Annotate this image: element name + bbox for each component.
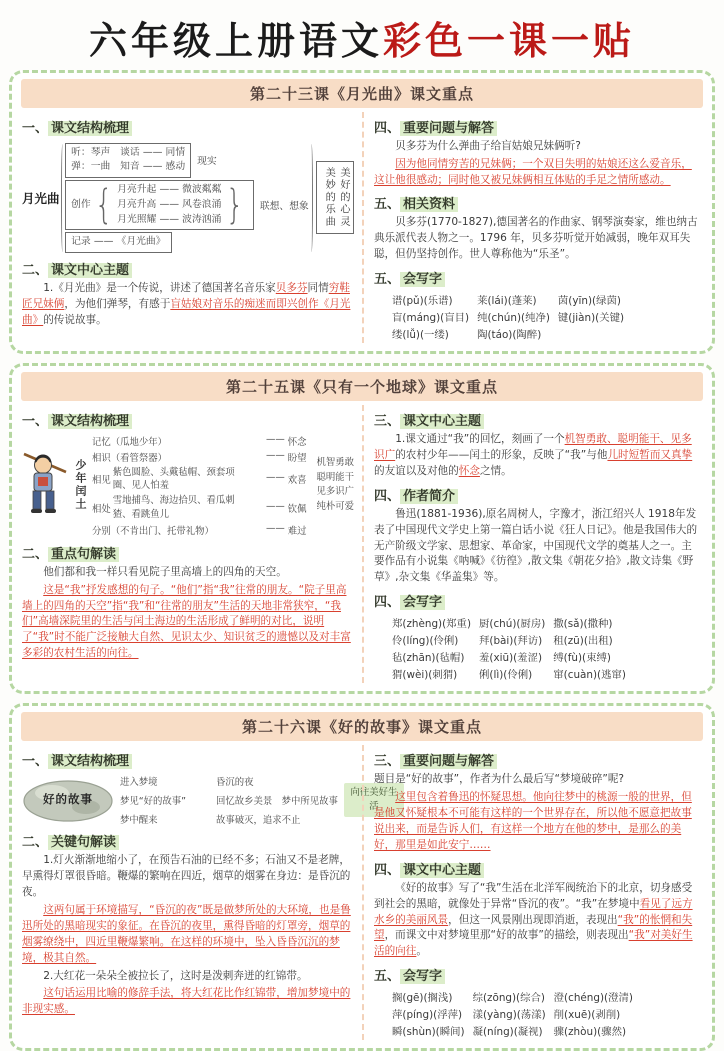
structure-diagram-good-story bbox=[22, 774, 398, 827]
word-entry: 纯(chún)(纯净) bbox=[477, 312, 550, 325]
play-line: 弹：一曲 知音 —— 感动 bbox=[71, 161, 186, 173]
heading-text: 课文中心主题 bbox=[48, 263, 132, 278]
word-entry: 猬(wèi)(刺猬) bbox=[392, 669, 458, 682]
diagram-row bbox=[92, 450, 308, 464]
word-entry: 毡(zhān)(毡帽) bbox=[392, 652, 465, 665]
listen-play-box bbox=[65, 143, 191, 178]
trait-highlight: 向往美好生活 bbox=[344, 783, 404, 817]
lesson-25-header: 第二十五课《只有一个地球》课文重点 bbox=[21, 372, 703, 401]
hanzi-word-list bbox=[374, 613, 702, 683]
question-text: 贝多芬为什么弹曲子给盲姑娘兄妹俩听? bbox=[395, 139, 581, 152]
text-segment: 贝多芬 bbox=[275, 281, 308, 294]
row-label: 相见 bbox=[92, 475, 111, 487]
heading-theme bbox=[22, 259, 354, 278]
diagram-row bbox=[120, 793, 338, 807]
heading-text: 课文结构梳理 bbox=[48, 414, 132, 429]
dash-glyph: —— bbox=[265, 500, 285, 512]
heading-number: 五、 bbox=[374, 272, 401, 288]
left-brace-glyph: { bbox=[94, 182, 113, 229]
heading-text: 会写字 bbox=[400, 272, 445, 287]
lesson-25-panel bbox=[9, 363, 715, 694]
text-segment: 同情 bbox=[307, 281, 329, 294]
word-entry: 谱(pǔ)(乐谱) bbox=[392, 295, 453, 308]
word-entry: 羞(xiū)(羞涩) bbox=[479, 652, 543, 665]
create-row: 月光照耀 —— 波涛汹涌 bbox=[117, 213, 222, 225]
word-entry: 拜(bài)(拜访) bbox=[479, 635, 543, 648]
text-segment: ，为他们弹琴，有感于 bbox=[64, 297, 171, 310]
word-entry: 瞬(shùn)(瞬间) bbox=[392, 1026, 465, 1039]
word-entry: 租(zū)(出租) bbox=[553, 635, 613, 648]
heading-text: 重要问题与解答 bbox=[400, 754, 497, 769]
key-sentence-explanation: 这是“我”抒发感想的句子。“他们”指“我”往常的朋友。“院子里高墙上的四角的天空”指“我”和“往常的朋友”生活的天地非常狭窄，“我们”高墙深院里的生活与闰土海边的生活形成了鲜明的对比，说明了“我”时不能广泛接触大自然、见识太少、知识贫乏的遗憾以及对丰富多彩的农村生活的向往。 bbox=[22, 583, 351, 660]
association-label: 联想、想象 bbox=[259, 201, 309, 213]
lesson-23-left-column bbox=[20, 112, 362, 343]
theme-paragraph bbox=[374, 432, 702, 480]
heading-number: 四、 bbox=[374, 595, 401, 611]
answer-text: 因为他同情穷苦的兄妹俩；一个双目失明的姑娘还这么爱音乐，这让他很感动；同时他又被兄妹俩相互体贴的手足之情所感动。 bbox=[374, 157, 692, 186]
answer-text: 这里包含着鲁迅的怀疑思想。他向往梦中的桃源一般的世界，但是他又怀疑根本不可能有这样的一个世界存在，所以他不愿意把故事说出来，而是告诉人们，有这样一个地方在他的梦中，是那么的美好，那里是如此安宁…… bbox=[374, 791, 692, 851]
question-text: 题目是“好的故事”，作者为什么最后写“梦境破碎”呢? bbox=[374, 773, 625, 786]
text-segment: 的友谊以及对他的 bbox=[374, 464, 459, 477]
trait-item: 见多识广 bbox=[316, 486, 354, 498]
heading-text: 作者简介 bbox=[400, 489, 458, 504]
create-row: 月亮升高 —— 风卷浪涌 bbox=[117, 198, 222, 210]
record-box: 记录 —— 《月光曲》 bbox=[65, 232, 171, 253]
text-segment: ，但这一风景刚出现即消逝，表现出 bbox=[448, 913, 618, 926]
key-sentence-2-explanation: 这句话运用比喻的修辞手法，将大红花比作红锦带，增加梦境中的非现实感。 bbox=[22, 987, 351, 1016]
heading-structure bbox=[22, 410, 354, 429]
heading-number: 四、 bbox=[374, 488, 401, 504]
heading-text: 会写字 bbox=[400, 969, 445, 984]
text-segment: 儿时短暂而又真挚 bbox=[607, 449, 693, 462]
heading-text: 课文结构梳理 bbox=[48, 121, 132, 136]
text-segment: 1.课文通过“我”的回忆，刻画了一个 bbox=[395, 433, 565, 446]
word-entry: 郑(zhèng)(郑重) bbox=[392, 618, 471, 631]
text-segment: 1.《月光曲》是一个传说，讲述了德国著名音乐家 bbox=[43, 281, 276, 294]
structure-diagram-yueguangqu bbox=[22, 142, 354, 254]
structure-diagram-runtu bbox=[22, 433, 354, 538]
dash-glyph: —— bbox=[265, 434, 285, 446]
page-title-red: 彩色一课一贴 bbox=[383, 18, 636, 63]
word-entry: 陶(táo)(陶醉) bbox=[477, 329, 542, 342]
text-segment: 怀念 bbox=[458, 464, 480, 477]
lesson-25-left-column bbox=[20, 405, 362, 683]
row-result: 故事破灭，追求不止 bbox=[216, 815, 301, 827]
heading-author bbox=[374, 485, 702, 504]
heading-number: 四、 bbox=[374, 120, 401, 136]
row-result: 回忆故乡美景 梦中所见故事 bbox=[216, 796, 338, 808]
text-segment: 盲姑娘对音乐的痴迷而即兴创作《月光曲》 bbox=[22, 297, 351, 326]
create-box bbox=[65, 180, 254, 230]
heading-text: 课文中心主题 bbox=[400, 414, 484, 429]
figure-label: 好的故事 bbox=[43, 792, 93, 807]
text-segment: 机智勇敢、聪明能干、见多识广 bbox=[374, 433, 692, 462]
heading-key-sentence bbox=[22, 831, 354, 850]
theme-paragraph bbox=[22, 281, 354, 329]
trait-item: 聪明能干 bbox=[316, 471, 354, 483]
row-description: 雪地捕鸟、海边拾贝、看瓜刺猹、看跳鱼儿 bbox=[112, 495, 235, 520]
text-segment: 《好的故事》写了“我”生活在北洋军阀统治下的北京，切身感受到社会的黑暗，就像处于异常“昏沉的夜”。“我”在梦境中 bbox=[374, 881, 693, 910]
word-entry: 削(xuē)(剥削) bbox=[553, 1009, 621, 1022]
heading-number: 三、 bbox=[374, 414, 401, 430]
related-info-text: 贝多芬(1770-1827),德国著名的作曲家、钢琴演奏家，维也纳古典乐派代表人物之一。1796 年，贝多芬听觉开始减弱，晚年双耳失聪，但仍坚持创作。世人尊称他为“乐圣”。 bbox=[374, 216, 698, 261]
page-title bbox=[0, 20, 724, 62]
close-paren-shape bbox=[310, 144, 314, 252]
row-result: 盼望 bbox=[287, 453, 307, 465]
heading-structure bbox=[22, 750, 354, 769]
word-entry: 综(zōng)(综合) bbox=[472, 992, 545, 1005]
heading-questions bbox=[374, 117, 702, 136]
heading-number: 四、 bbox=[374, 862, 401, 878]
word-entry: 缕(lǚ)(一缕) bbox=[392, 329, 449, 342]
heading-related-info bbox=[374, 193, 702, 212]
heading-number: 一、 bbox=[22, 754, 49, 770]
heading-characters bbox=[374, 965, 702, 984]
row-result: 难过 bbox=[287, 525, 307, 537]
reality-label: 现实 bbox=[197, 156, 217, 168]
row-description: 紫色圆脸、头戴毡帽、颈套项圈、见人怕羞 bbox=[112, 467, 235, 492]
text-segment: “我”对美好生活的向往 bbox=[374, 929, 693, 958]
heading-key-sentence bbox=[22, 543, 354, 562]
diagram-row bbox=[92, 523, 308, 537]
word-entry: 厨(chú)(厨房) bbox=[479, 618, 546, 631]
key-sentence: 他们都和我一样只看见院子里高墙上的四角的天空。 bbox=[43, 565, 287, 578]
row-label: 分别（不肯出门、托带礼物） bbox=[92, 525, 214, 537]
row-label: 梦中醒来 bbox=[120, 815, 158, 827]
heading-number: 二、 bbox=[22, 546, 49, 562]
text-segment: 。 bbox=[416, 945, 427, 958]
lesson-26-header: 第二十六课《好的故事》课文重点 bbox=[21, 712, 703, 741]
key-sentence-1: 1.灯火渐渐地缩小了，在预告石油的已经不多；石油又不是老牌，早熏得灯罩很昏暗。鞭爆的繁响在四近，烟草的烟雾在身边：是昏沉的夜。 bbox=[22, 854, 351, 899]
heading-text: 会写字 bbox=[400, 595, 445, 610]
word-entry: 俐(lì)(伶俐) bbox=[479, 669, 533, 682]
text-segment: 的农村少年——闰土的形象，反映了“我”与他 bbox=[395, 449, 608, 462]
heading-text: 重点句解读 bbox=[48, 547, 119, 562]
word-entry: 漾(yàng)(荡漾) bbox=[472, 1009, 546, 1022]
heading-text: 课文中心主题 bbox=[400, 863, 484, 878]
word-entry: 萍(píng)(浮萍) bbox=[392, 1009, 463, 1022]
result-vertical-box bbox=[316, 161, 354, 234]
runtu-illustration bbox=[22, 446, 68, 524]
trait-item: 机智勇敢 bbox=[316, 457, 354, 469]
diagram-row bbox=[120, 774, 338, 788]
create-label: 创作 bbox=[71, 198, 91, 210]
row-result: 欢喜 bbox=[287, 475, 307, 487]
diagram-row bbox=[92, 434, 308, 448]
stone-illustration bbox=[22, 777, 114, 823]
hanzi-word-list bbox=[374, 987, 702, 1040]
word-entry: 莱(lái)(蓬莱) bbox=[477, 295, 537, 308]
page-title-black: 六年级上册语文 bbox=[88, 18, 383, 63]
row-label: 进入梦境 bbox=[120, 777, 158, 789]
word-entry: 澄(chéng)(澄清) bbox=[553, 992, 633, 1005]
lesson-26-right-column bbox=[362, 745, 704, 1040]
heading-number: 一、 bbox=[22, 414, 49, 430]
diagram-row bbox=[92, 494, 308, 520]
row-result: 钦佩 bbox=[287, 503, 307, 515]
dash-glyph: —— bbox=[265, 450, 285, 462]
heading-questions bbox=[374, 750, 702, 769]
lesson-23-header: 第二十三课《月光曲》课文重点 bbox=[21, 79, 703, 108]
heading-theme bbox=[374, 410, 702, 429]
listen-line: 听：琴声 谈话 —— 同情 bbox=[71, 146, 186, 158]
figure-label: 少年闰土 bbox=[74, 459, 87, 512]
diagram-row bbox=[120, 812, 338, 826]
text-segment: 看见了远方水乡的美丽风景 bbox=[374, 897, 693, 926]
word-entry: 键(jiàn)(关键) bbox=[557, 312, 625, 325]
hanzi-word-list bbox=[374, 290, 702, 343]
diagram-root-label: 月光曲 bbox=[22, 190, 60, 206]
trait-list bbox=[316, 456, 354, 514]
word-entry: 骤(zhòu)(骤然) bbox=[553, 1026, 627, 1039]
result-phrase: 美好的心灵 bbox=[337, 167, 349, 229]
heading-structure bbox=[22, 117, 354, 136]
heading-theme bbox=[374, 859, 702, 878]
word-entry: 伶(líng)(伶俐) bbox=[392, 635, 459, 648]
heading-number: 一、 bbox=[22, 120, 49, 136]
heading-characters bbox=[374, 268, 702, 287]
word-entry: 窜(cuàn)(逃窜) bbox=[553, 669, 626, 682]
row-label: 相处 bbox=[92, 503, 111, 515]
row-label: 相识（看管祭器） bbox=[92, 453, 168, 465]
lesson-23-panel bbox=[9, 70, 715, 354]
text-segment: ，而课文中对梦境里那“好的故事”的描绘，则表现出 bbox=[384, 929, 629, 942]
text-segment: 之情。 bbox=[479, 464, 512, 477]
text-segment: 的传说故事。 bbox=[43, 313, 107, 326]
word-entry: 盲(máng)(盲目) bbox=[392, 312, 470, 325]
right-brace-glyph: } bbox=[226, 182, 245, 229]
result-phrase: 美妙的乐曲 bbox=[323, 167, 335, 229]
author-bio: 鲁迅(1881-1936),原名周树人，字豫才，浙江绍兴人 1918年发表了中国现代文学史上第一篇白话小说《狂人日记》。他是我国伟大的无产阶级文学家、思想家、革命家，中国现代文学的奠基人之一。主要作品有小说集《呐喊》《彷徨》,散文集《朝花夕拾》,散文诗集《野草》,杂文集《华盖集》等。 bbox=[374, 507, 698, 584]
heading-text: 相关资料 bbox=[400, 197, 458, 212]
heading-text: 重要问题与解答 bbox=[400, 121, 497, 136]
heading-number: 二、 bbox=[22, 835, 49, 851]
text-segment: 穷鞋匠兄妹俩 bbox=[22, 281, 350, 310]
heading-number: 五、 bbox=[374, 197, 401, 213]
lesson-25-right-column bbox=[362, 405, 704, 683]
open-paren-shape bbox=[61, 144, 65, 252]
key-sentence-2: 2.大红花一朵朵全被拉长了，这时是泼刺奔迸的红锦带。 bbox=[43, 969, 308, 982]
word-entry: 凝(níng)(凝视) bbox=[472, 1026, 543, 1039]
lesson-26-panel bbox=[9, 703, 715, 1051]
lesson-26-left-column bbox=[20, 745, 398, 1040]
heading-number: 五、 bbox=[374, 969, 401, 985]
heading-characters bbox=[374, 591, 702, 610]
create-row: 月亮升起 —— 微波粼粼 bbox=[117, 184, 222, 196]
word-entry: 撒(sǎ)(撒种) bbox=[553, 618, 613, 631]
row-result: 怀念 bbox=[287, 437, 307, 449]
trait-item: 纯朴可爱 bbox=[316, 501, 354, 513]
row-label: 记忆（瓜地少年） bbox=[92, 437, 168, 449]
heading-text: 关键句解读 bbox=[48, 835, 119, 850]
diagram-row bbox=[92, 466, 308, 492]
row-label: 梦见“好的故事” bbox=[120, 796, 186, 808]
dash-glyph: —— bbox=[265, 522, 285, 534]
heading-number: 二、 bbox=[22, 262, 49, 278]
text-segment: “我”的怅惘和失望 bbox=[374, 913, 693, 942]
heading-text: 课文结构梳理 bbox=[48, 754, 132, 769]
row-result: 昏沉的夜 bbox=[216, 777, 254, 789]
word-entry: 搁(gē)(搁浅) bbox=[392, 992, 453, 1005]
dash-glyph: —— bbox=[265, 472, 285, 484]
lesson-23-right-column bbox=[362, 112, 704, 343]
theme-paragraph bbox=[374, 881, 702, 960]
heading-number: 三、 bbox=[374, 754, 401, 770]
word-entry: 缚(fù)(束缚) bbox=[553, 652, 611, 665]
key-sentence-1-explanation: 这两句属于环境描写，“昏沉的夜”既是做梦所处的大环境，也是鲁迅所处的黑暗现实的象征。在昏沉的夜里，熏得昏暗的灯罩旁，烟草的烟雾缭绕中，四近里鞭爆繁响。在这样的环境中，坠入昏昏沉沉的梦境，极其自然。 bbox=[22, 903, 351, 964]
word-entry: 茵(yīn)(绿茵) bbox=[557, 295, 621, 308]
